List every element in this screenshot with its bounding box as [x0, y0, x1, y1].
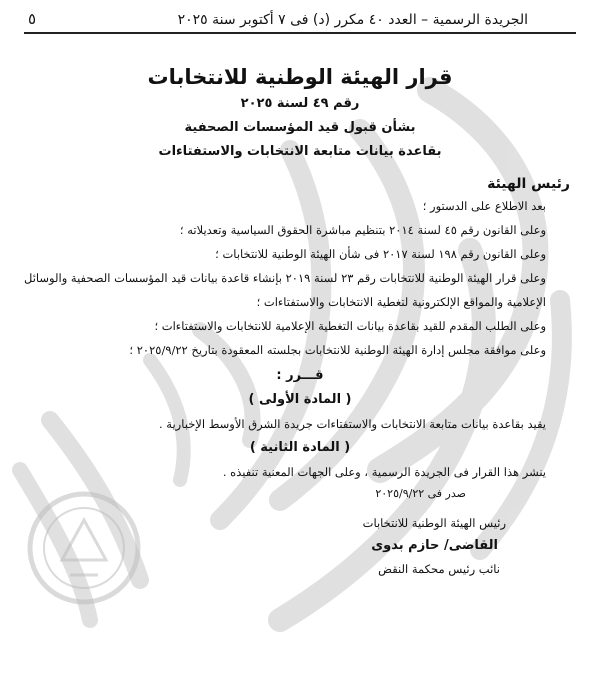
article-2-text: ينشر هذا القرار فى الجريدة الرسمية ، وعلى الجهات المعنية تنفيذه .	[222, 465, 546, 479]
preamble-item: وعلى القانون رقم ١٩٨ لسنة ٢٠١٧ فى شأن الهيئة الوطنية للانتخابات ؛	[215, 247, 546, 261]
preamble-item: وعلى القانون رقم ٤٥ لسنة ٢٠١٤ بتنظيم مباشرة الحقوق السياسية وتعديلاته ؛	[179, 223, 546, 237]
signatory-title: رئيس الهيئة الوطنية للانتخابات	[362, 516, 506, 530]
article-1-text: يقيد بقاعدة بيانات متابعة الانتخابات والاستفتاءات جريدة الشرق الأوسط الإخبارية .	[158, 417, 546, 431]
page-number: ٥	[28, 10, 37, 28]
signature-block	[24, 512, 576, 580]
issuer-role: رئيس الهيئة	[487, 176, 570, 192]
decree-number: رقم ٤٩ لسنة ٢٠٢٥	[240, 96, 360, 111]
decree-subject-line-1: بشأن قبول قيد المؤسسات الصحفية	[184, 120, 416, 135]
running-header	[24, 6, 576, 34]
preamble-item: وعلى قرار الهيئة الوطنية للانتخابات رقم ٢٣ لسنة ٢٠١٩ بإنشاء قاعدة بيانات قيد المؤسسات الصحفية والوسائل الإعلامية والمواقع الإلكترونية لتغطية الانتخابات والاستفتاءات ؛	[24, 271, 546, 309]
decree-subject-line-2: بقاعدة بيانات متابعة الانتخابات والاستفتاءات	[158, 144, 442, 159]
article-2-heading: ( المادة الثانية )	[249, 440, 351, 455]
publication-line: الجريدة الرسمية – العدد ٤٠ مكرر (د) فى ٧ أكتوبر سنة ٢٠٢٥	[177, 12, 528, 28]
preamble-item: وعلى الطلب المقدم للقيد بقاعدة بيانات التغطية الإعلامية للانتخابات والاستفتاءات ؛	[154, 319, 546, 333]
signatory-position: نائب رئيس محكمة النقض	[378, 562, 500, 576]
issue-date: صدر فى ٢٠٢٥/٩/٢٢	[375, 487, 466, 500]
gazette-page	[24, 6, 576, 580]
decree-title: قرار الهيئة الوطنية للانتخابات	[147, 65, 453, 89]
decision-heading: قـــرر :	[276, 368, 324, 383]
article-1-heading: ( المادة الأولى )	[248, 392, 352, 407]
preamble-item: وعلى موافقة مجلس إدارة الهيئة الوطنية للانتخابات بجلسته المعقودة بتاريخ ٢٠٢٥/٩/٢٢ ؛	[129, 343, 546, 357]
signatory-name: القاضى/ حازم بدوى	[371, 538, 498, 553]
preamble-item: بعد الاطلاع على الدستور ؛	[422, 199, 546, 213]
